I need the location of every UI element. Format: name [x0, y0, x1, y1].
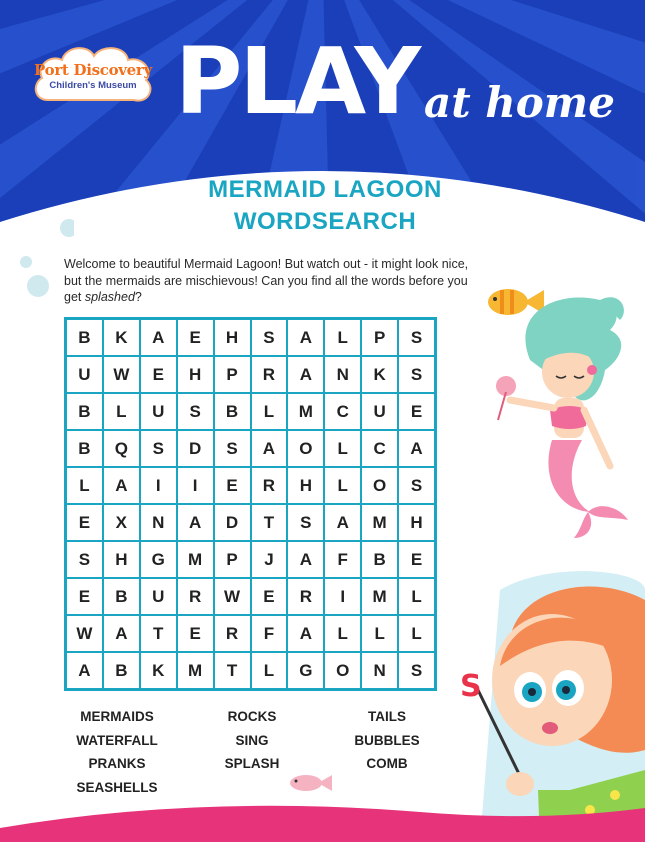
grid-cell: T: [214, 652, 251, 689]
grid-cell: E: [398, 541, 435, 578]
grid-cell: L: [251, 393, 288, 430]
grid-cell: T: [140, 615, 177, 652]
grid-cell: M: [361, 504, 398, 541]
grid-cell: A: [103, 615, 140, 652]
grid-cell: B: [361, 541, 398, 578]
grid-cell: W: [66, 615, 103, 652]
page-title-line2: WORDSEARCH: [233, 208, 417, 235]
word-list-item: SEASHELLS: [76, 779, 158, 795]
grid-cell: E: [66, 504, 103, 541]
grid-cell: G: [287, 652, 324, 689]
word-list-item: PRANKS: [88, 756, 146, 771]
grid-cell: B: [214, 393, 251, 430]
grid-cell: O: [287, 430, 324, 467]
grid-cell: H: [287, 467, 324, 504]
grid-cell: R: [177, 578, 214, 615]
grid-cell: A: [66, 652, 103, 689]
port-discovery-logo: [30, 40, 156, 112]
grid-cell: X: [103, 504, 140, 541]
grid-cell: K: [361, 356, 398, 393]
small-fish-icon: [288, 772, 334, 794]
word-list-item: MERMAIDS: [80, 709, 154, 724]
grid-cell: Q: [103, 430, 140, 467]
logo-subtitle: Children's Museum: [49, 80, 137, 91]
grid-cell: M: [177, 652, 214, 689]
word-list-item: COMB: [366, 756, 408, 771]
word-list-column-2: [197, 705, 307, 776]
grid-cell: S: [398, 652, 435, 689]
grid-cell: W: [214, 578, 251, 615]
grid-cell: A: [103, 467, 140, 504]
grid-cell: P: [214, 356, 251, 393]
grid-cell: R: [214, 615, 251, 652]
word-list-column-3: [332, 705, 442, 776]
grid-cell: L: [398, 578, 435, 615]
grid-cell: H: [177, 356, 214, 393]
grid-cell: S: [140, 430, 177, 467]
grid-cell: E: [177, 319, 214, 356]
wordsearch-grid: [64, 317, 437, 691]
intro-text: Welcome to beautiful Mermaid Lagoon! But watch out - it might look nice, but the mermaids are mischievous! Can you find all the words before you get: [64, 257, 469, 304]
intro-text-end: ?: [134, 290, 142, 304]
grid-cell: L: [66, 467, 103, 504]
grid-cell: M: [287, 393, 324, 430]
grid-cell: G: [140, 541, 177, 578]
grid-cell: A: [251, 430, 288, 467]
grid-cell: H: [214, 319, 251, 356]
grid-cell: N: [361, 652, 398, 689]
grid-cell: L: [324, 430, 361, 467]
grid-cell: C: [324, 393, 361, 430]
grid-cell: S: [398, 467, 435, 504]
grid-cell: K: [140, 652, 177, 689]
grid-cell: U: [140, 393, 177, 430]
word-list-item: SPLASH: [224, 756, 280, 771]
grid-cell: B: [66, 393, 103, 430]
grid-cell: E: [214, 467, 251, 504]
grid-cell: A: [177, 504, 214, 541]
play-heading: PLAY: [175, 28, 419, 135]
bottom-wave: [0, 798, 645, 842]
grid-cell: T: [251, 504, 288, 541]
grid-cell: E: [66, 578, 103, 615]
grid-cell: U: [361, 393, 398, 430]
grid-cell: K: [103, 319, 140, 356]
grid-cell: U: [140, 578, 177, 615]
grid-cell: N: [140, 504, 177, 541]
grid-cell: S: [398, 356, 435, 393]
word-list-item: ROCKS: [227, 709, 277, 724]
grid-cell: A: [287, 356, 324, 393]
grid-cell: L: [324, 615, 361, 652]
grid-cell: F: [324, 541, 361, 578]
grid-cell: H: [398, 504, 435, 541]
grid-cell: N: [324, 356, 361, 393]
grid-cell: O: [324, 652, 361, 689]
grid-cell: A: [287, 615, 324, 652]
grid-cell: L: [324, 319, 361, 356]
grid-cell: S: [287, 504, 324, 541]
grid-cell: S: [251, 319, 288, 356]
grid-cell: E: [177, 615, 214, 652]
grid-cell: L: [361, 615, 398, 652]
grid-cell: L: [324, 467, 361, 504]
grid-cell: F: [251, 615, 288, 652]
grid-cell: A: [324, 504, 361, 541]
grid-cell: E: [140, 356, 177, 393]
word-list-item: TAILS: [368, 709, 406, 724]
grid-cell: H: [103, 541, 140, 578]
grid-cell: J: [251, 541, 288, 578]
page-title-line1: MERMAID LAGOON: [208, 176, 442, 203]
grid-cell: B: [66, 430, 103, 467]
intro-emphasis: splashed: [84, 290, 135, 304]
grid-cell: I: [324, 578, 361, 615]
grid-cell: S: [177, 393, 214, 430]
grid-cell: B: [103, 652, 140, 689]
logo-title: Port Discovery: [34, 61, 152, 79]
grid-cell: S: [398, 319, 435, 356]
at-home-heading: at home: [424, 78, 615, 127]
svg-text:S: S: [460, 669, 482, 704]
grid-cell: A: [140, 319, 177, 356]
grid-cell: M: [177, 541, 214, 578]
grid-cell: R: [251, 467, 288, 504]
grid-cell: L: [251, 652, 288, 689]
grid-cell: I: [140, 467, 177, 504]
grid-cell: A: [287, 541, 324, 578]
word-list-column-1: [62, 705, 172, 799]
grid-cell: W: [103, 356, 140, 393]
grid-cell: B: [103, 578, 140, 615]
grid-cell: U: [66, 356, 103, 393]
grid-cell: P: [214, 541, 251, 578]
grid-cell: L: [103, 393, 140, 430]
grid-cell: D: [177, 430, 214, 467]
grid-cell: E: [251, 578, 288, 615]
grid-cell: S: [214, 430, 251, 467]
word-list-item: SING: [235, 732, 269, 748]
intro-paragraph: [64, 256, 484, 306]
grid-cell: C: [361, 430, 398, 467]
word-list-item: WATERFALL: [76, 732, 158, 748]
word-list-item: BUBBLES: [354, 732, 420, 748]
grid-cell: A: [398, 430, 435, 467]
grid-cell: O: [361, 467, 398, 504]
grid-cell: R: [251, 356, 288, 393]
grid-cell: R: [287, 578, 324, 615]
grid-cell: M: [361, 578, 398, 615]
grid-cell: D: [214, 504, 251, 541]
grid-cell: A: [287, 319, 324, 356]
grid-cell: I: [177, 467, 214, 504]
grid-cell: S: [66, 541, 103, 578]
grid-cell: E: [398, 393, 435, 430]
grid-cell: P: [361, 319, 398, 356]
mermaid-illustration: [470, 280, 640, 540]
grid-cell: L: [398, 615, 435, 652]
grid-cell: B: [66, 319, 103, 356]
